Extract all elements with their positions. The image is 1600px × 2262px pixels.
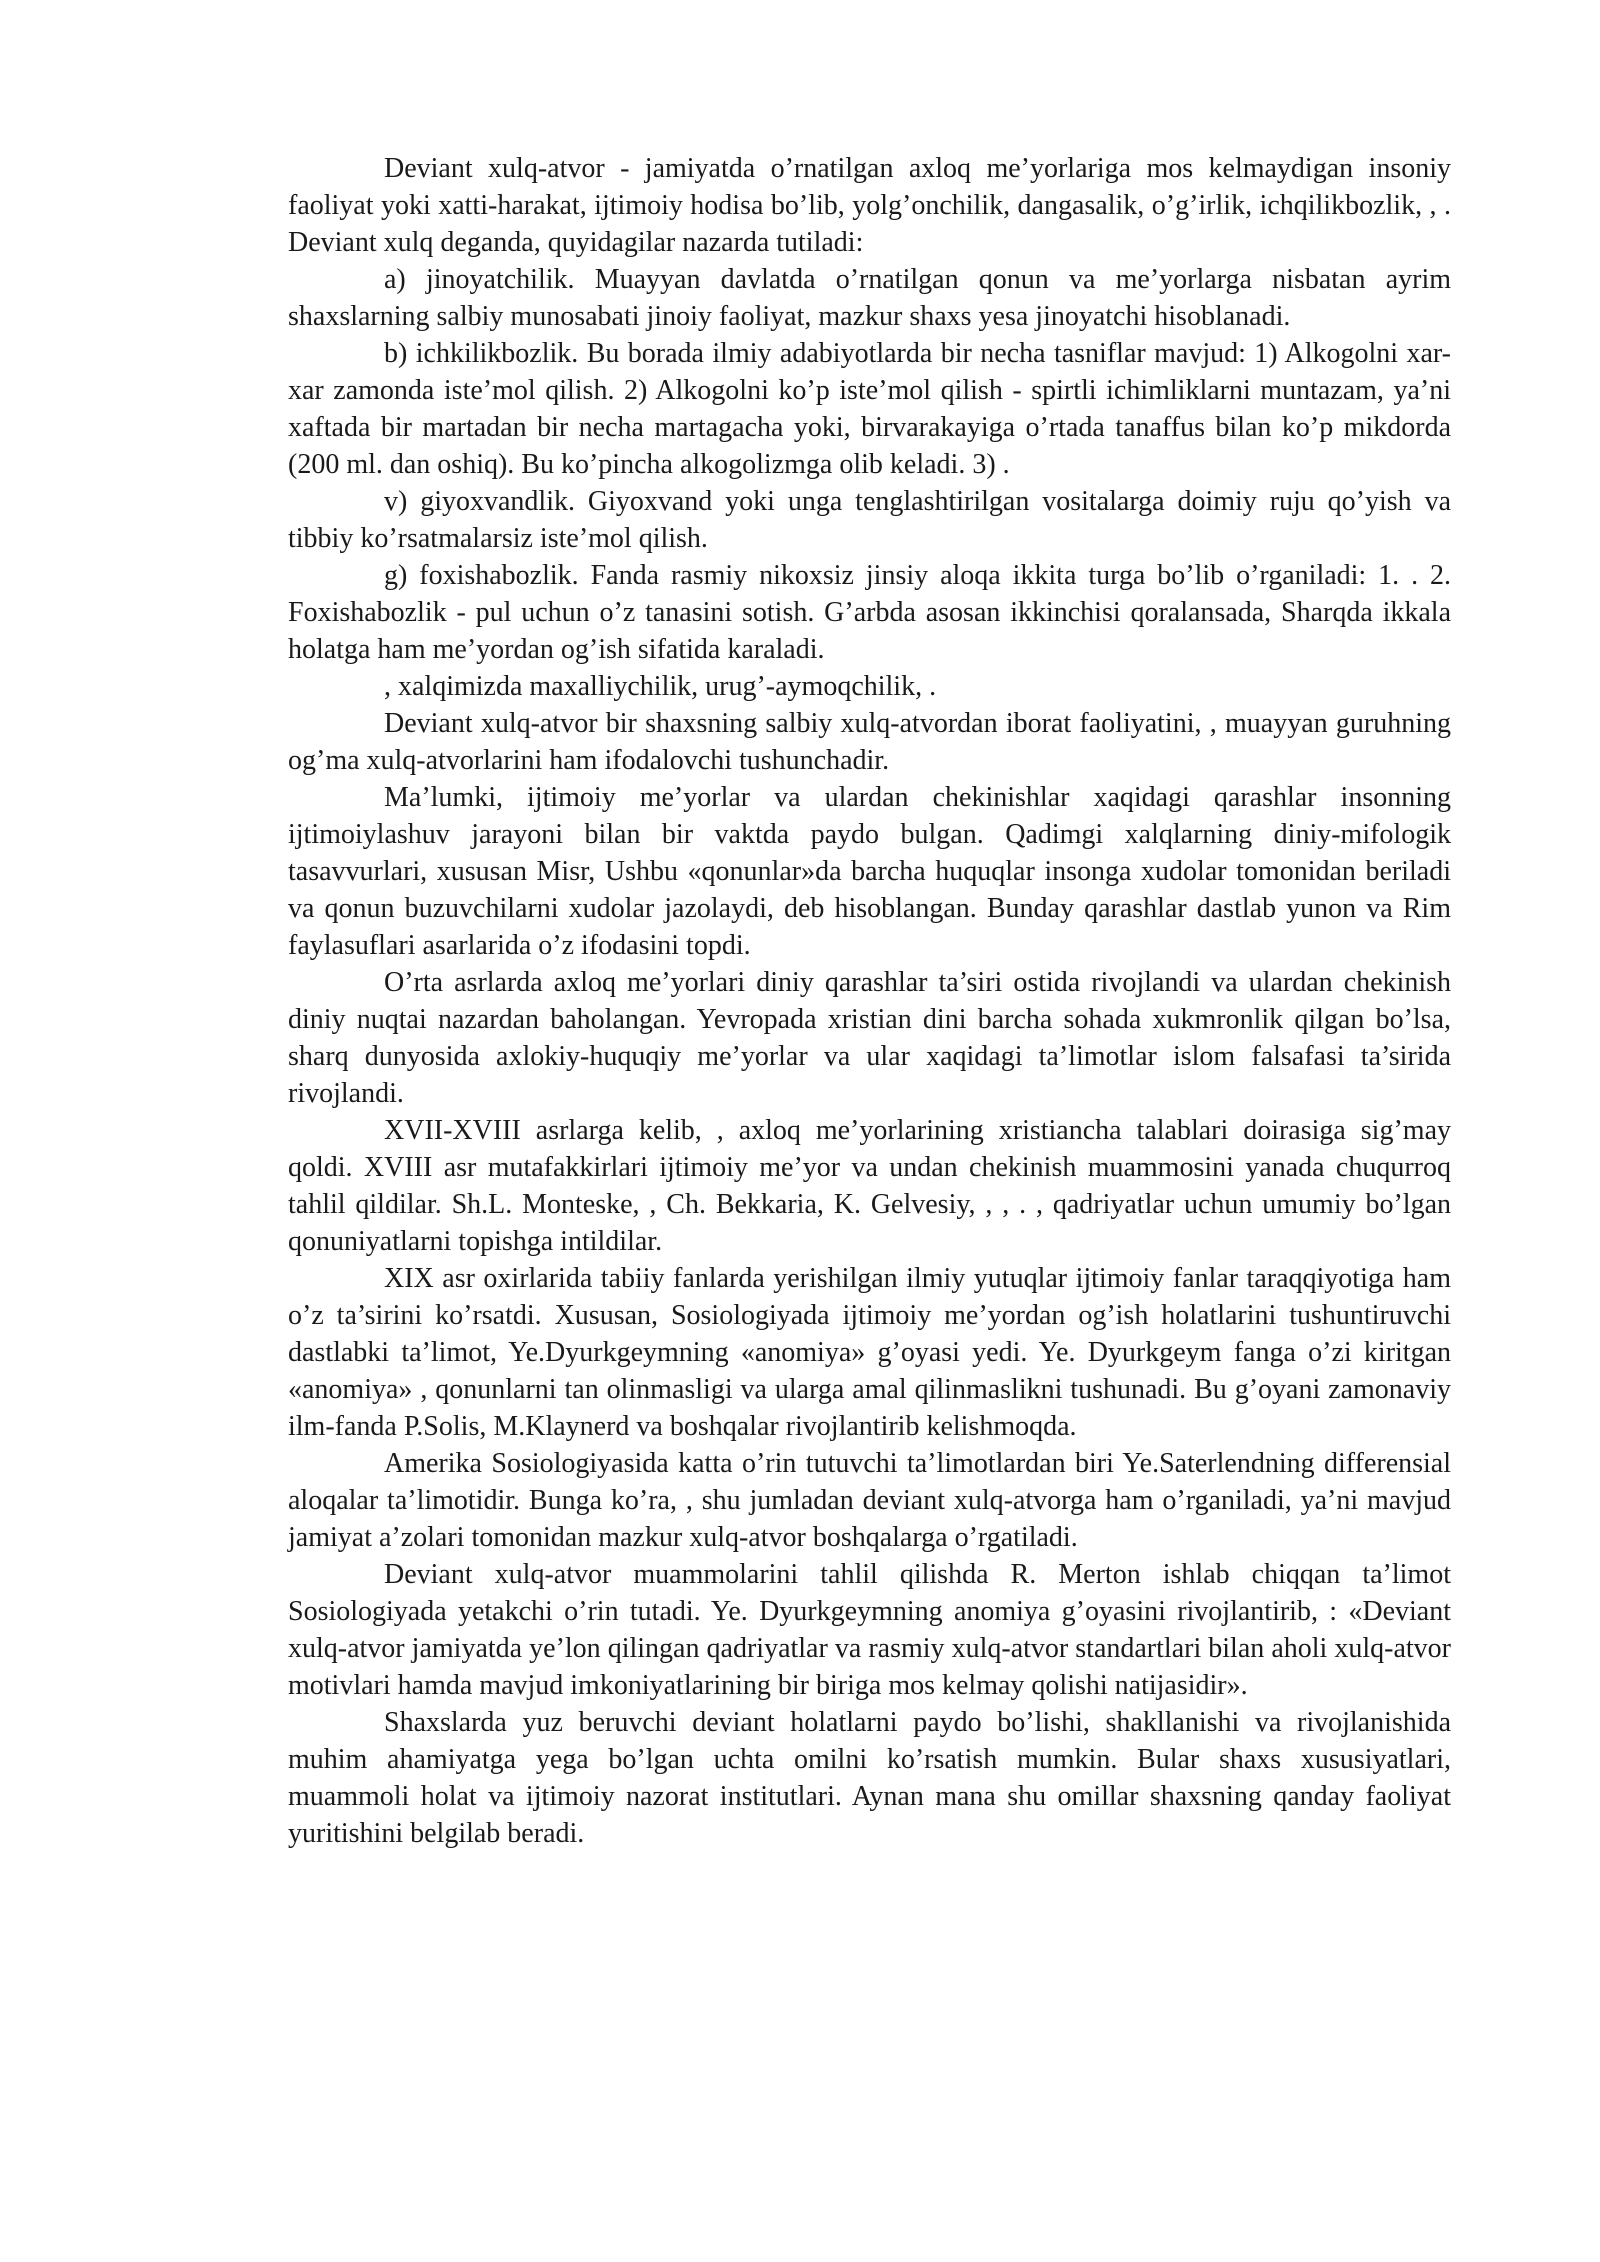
paragraph-ancient-views: Ma’lumki, ijtimoiy me’yorlar va ulardan chekinishlar xaqidagi qarashlar insonning ijtimoiylashuv jarayoni bilan bir vaktda paydo bulgan. Qadimgi xalqlarning diniy-mifologik tasavvurlari, xususan Misr, Ushbu «qonunlar»da barcha huquqlar insonga xudolar tomonidan beriladi va qonun buzuvchilarni xudolar jazolaydi, deb hisoblangan. Bunday qarashlar dastlab yunon va Rim faylasuflari asarlarida o’z ifodasini topdi.	[288, 782, 1451, 961]
paragraph-merton: Deviant xulq-atvor muammolarini tahlil qilishda R. Merton ishlab chiqqan ta’limot Sosiologiyada yetakchi o’rin tutadi. Ye. Dyurkgeymning anomiya g’oyasini rivojlantirib, : «Deviant xulq-atvor jamiyatda ye’lon qilingan qadriyatlar va rasmiy xulq-atvor standartlari bilan aholi xulq-atvor motivlari hamda mavjud imkoniyatlarining bir biriga mos kelmay qolishi natijasidir».	[288, 1559, 1451, 1701]
document-page	[288, 150, 1451, 1852]
paragraph-17-18-centuries: XVII-XVIII asrlarga kelib, , axloq me’yorlarining xristiancha talablari doirasiga sig’may qoldi. XVIII asr mutafakkirlari ijtimoiy me’yor va undan chekinish muammosini yanada chuqurroq tahlil qildilar. Sh.L. Monteske, , Ch. Bekkaria, K. Gelvesiy, , , . , qadriyatlar uchun umumiy bo’lgan qonuniyatlarni topishga intildilar.	[288, 1115, 1451, 1257]
paragraph-factors: Shaxslarda yuz beruvchi deviant holatlarni paydo bo’lishi, shakllanishi va rivojlanishida muhim ahamiyatga yega bo’lgan uchta omilni ko’rsatish mumkin. Bular shaxs xususiyatlari, muammoli holat va ijtimoiy nazorat institutlari. Aynan mana shu omillar shaxsning qanday faoliyat yuritishini belgilab beradi.	[288, 1707, 1451, 1849]
paragraph-19-century-anomie: XIX asr oxirlarida tabiiy fanlarda yerishilgan ilmiy yutuqlar ijtimoiy fanlar taraqqiyotiga ham o’z ta’sirini ko’rsatdi. Xususan, Sosiologiyada ijtimoiy me’yordan og’ish holatlarini tushuntiruvchi dastlabki ta’limot, Ye.Dyurkgeymning «anomiya» g’oyasi yedi. Ye. Dyurkgeym fanga o’zi kiritgan «anomiya» , qonunlarni tan olinmasligi va ularga amal qilinmaslikni tushunadi. Bu g’oyani zamonaviy ilm-fanda P.Solis, M.Klaynerd va boshqalar rivojlantirib kelishmoqda.	[288, 1263, 1451, 1442]
paragraph-localism: , xalqimizda maxalliychilik, urug’-aymoqchilik, .	[384, 671, 937, 702]
paragraph-middle-ages: O’rta asrlarda axloq me’yorlari diniy qarashlar ta’siri ostida rivojlandi va ulardan chekinish diniy nuqtai nazardan baholangan. Yevropada xristian dini barcha sohada xukmronlik qilgan bo’lsa, sharq dunyosida axlokiy-huquqiy me’yorlar va ular xaqidagi ta’limotlar islom falsafasi ta’sirida rivojlandi.	[288, 967, 1451, 1109]
paragraph-item-v-drug-addiction: v) giyoxvandlik. Giyoxvand yoki unga tenglashtirilgan vositalarga doimiy ruju qo’yish va tibbiy ko’rsatmalarsiz iste’mol qilish.	[288, 486, 1451, 554]
paragraph-differential-association: Amerika Sosiologiyasida katta o’rin tutuvchi ta’limotlardan biri Ye.Saterlendning differensial aloqalar ta’limotidir. Bunga ko’ra, , shu jumladan deviant xulq-atvorga ham o’rganiladi, ya’ni mavjud jamiyat a’zolari tomonidan mazkur xulq-atvor boshqalarga o’rgatiladi.	[288, 1448, 1451, 1553]
paragraph-concept: Deviant xulq-atvor bir shaxsning salbiy xulq-atvordan iborat faoliyatini, , muayyan guruhning og’ma xulq-atvorlarini ham ifodalovchi tushunchadir.	[288, 708, 1451, 776]
paragraph-item-b-alcoholism: b) ichkilikbozlik. Bu borada ilmiy adabiyotlarda bir necha tasniflar mavjud: 1) Alkogolni xar-xar zamonda iste’mol qilish. 2) Alkogolni ko’p iste’mol qilish - spirtli ichimliklarni muntazam, ya’ni xaftada bir martadan bir necha martagacha yoki, birvarakayiga o’rtada tanaffus bilan ko’p mikdorda (200 ml. dan oshiq). Bu ko’pincha alkogolizmga olib keladi. 3) .	[288, 338, 1451, 480]
paragraph-item-g-prostitution: g) foxishabozlik. Fanda rasmiy nikoxsiz jinsiy aloqa ikkita turga bo’lib o’rganiladi: 1. . 2. Foxishabozlik - pul uchun o’z tanasini sotish. G’arbda asosan ikkinchisi qoralansada, Sharqda ikkala holatga ham me’yordan og’ish sifatida karaladi.	[288, 560, 1451, 665]
paragraph-definition: Deviant xulq-atvor - jamiyatda o’rnatilgan axloq me’yorlariga mos kelmaydigan insoniy faoliyat yoki xatti-harakat, ijtimoiy hodisa bo’lib, yolg’onchilik, dangasalik, o’g’irlik, ichqilikbozlik, , . Deviant xulq deganda, quyidagilar nazarda tutiladi:	[288, 153, 1451, 258]
paragraph-item-a-crime: a) jinoyatchilik. Muayyan davlatda o’rnatilgan qonun va me’yorlarga nisbatan ayrim shaxslarning salbiy munosabati jinoiy faoliyat, mazkur shaxs yesa jinoyatchi hisoblanadi.	[288, 264, 1451, 332]
